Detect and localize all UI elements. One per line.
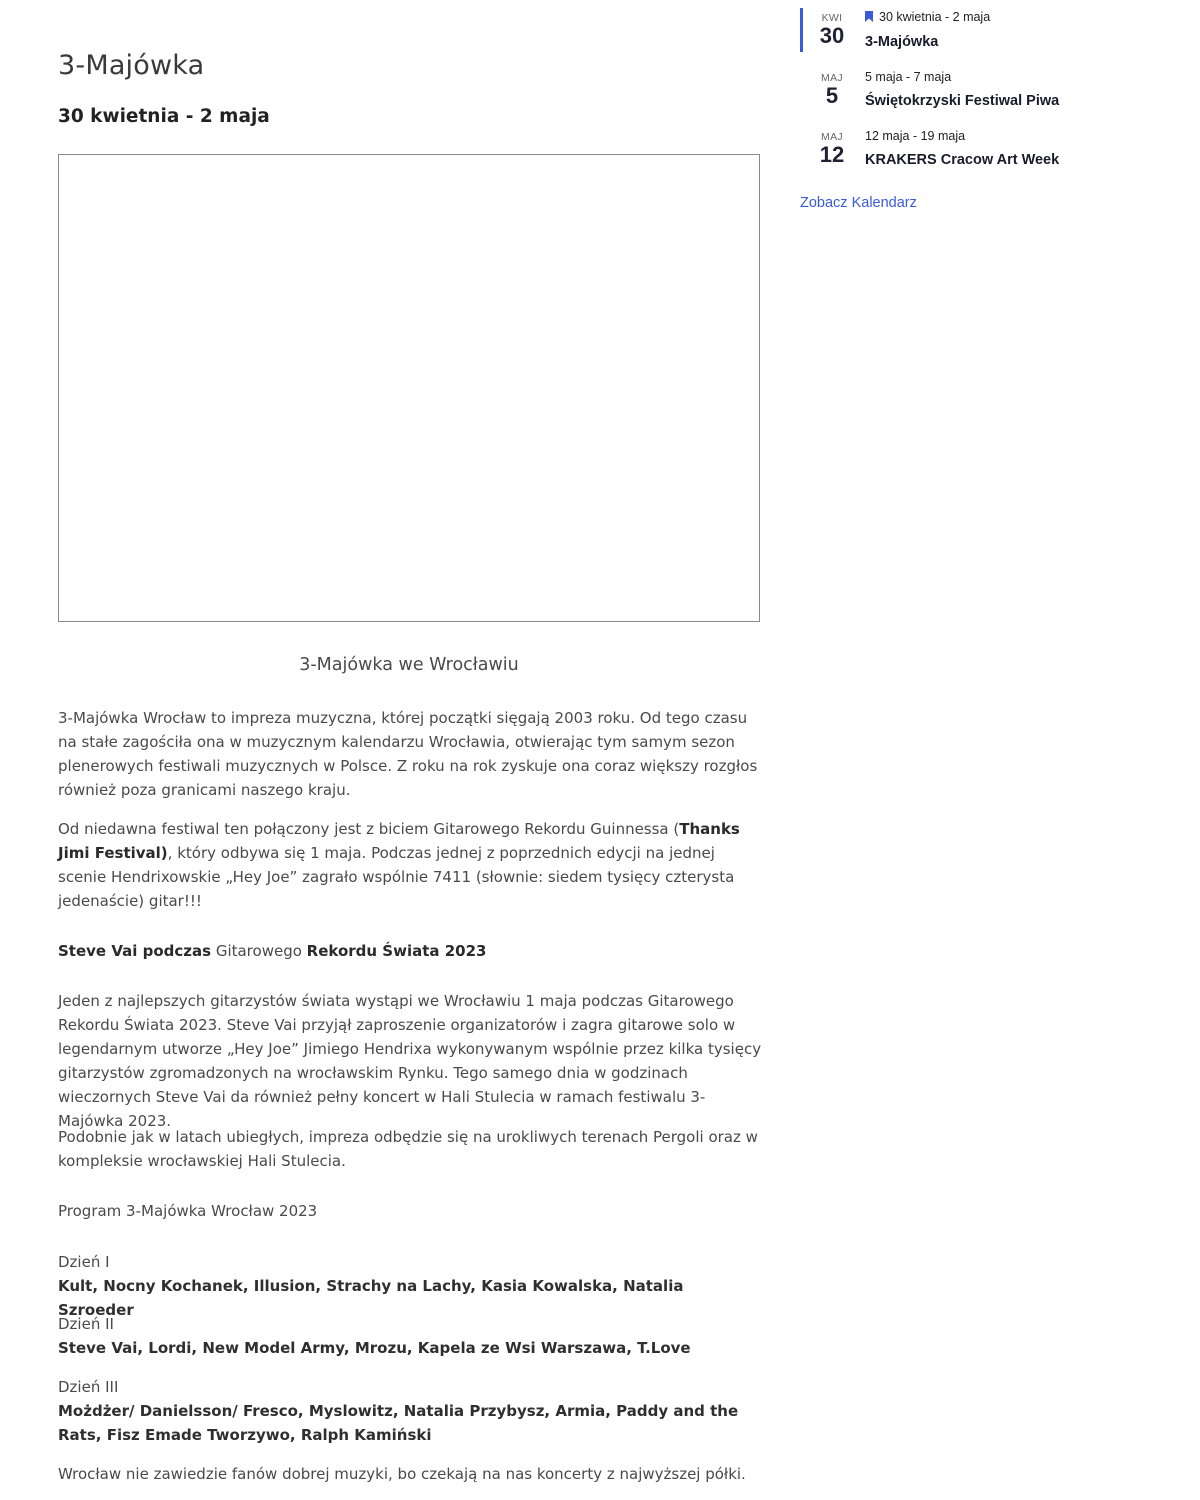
event-date	[812, 72, 852, 108]
embed-caption: 3-Majówka we Wrocławiu	[299, 655, 519, 675]
program-day-acts: Kult, Nocny Kochanek, Illusion, Strachy na Lachy, Kasia Kowalska, Natalia Szroeder	[58, 1277, 684, 1319]
paragraph-steve-vai: Jeden z najlepszych gitarzystów świata wystąpi we Wrocławiu 1 maja podczas Gitarowego Rekordu Świata 2023. Steve Vai przyjął zaproszenie organizatorów i zagra gitarowe solo w legendarnym utworze „Hey Joe” Jimiego Hendrixa wykonywanym wspólnie przez kilka tysięcy gitarzystów zgromadzonych na wrocławskim Rynku. Tego samego dnia w godzinach wieczornych Steve Vai da również pełny koncert w Hali Stulecia w ramach festiwalu 3-Majówka 2023.	[58, 992, 762, 1130]
program-day-label: Dzień I	[58, 1253, 110, 1271]
event-range: 5 maja - 7 maja	[865, 70, 952, 84]
event-date-range: 30 kwietnia - 2 maja	[58, 106, 270, 127]
event-item-swietokrzyski-festiwal-piwa[interactable]	[800, 60, 1170, 110]
upcoming-events-sidebar	[800, 0, 1180, 230]
see-calendar-link[interactable]: Zobacz Kalendarz	[800, 195, 917, 211]
paragraph-guinness-bold: Thanks Jimi Festival)	[58, 820, 740, 862]
video-embed-frame[interactable]	[58, 154, 760, 622]
event-name: KRAKERS Cracow Art Week	[865, 152, 1060, 168]
event-month: MAJ	[821, 131, 843, 143]
steve-vai-heading-bold-1: Steve Vai podczas	[58, 942, 212, 960]
program-title: Program 3-Majówka Wrocław 2023	[58, 1202, 318, 1220]
event-day: 30	[819, 23, 845, 48]
steve-vai-heading-bold-2: Rekordu Świata 2023	[306, 942, 487, 960]
steve-vai-heading-mid: Gitarowego	[211, 942, 307, 960]
bookmark-icon	[865, 11, 873, 22]
event-month: MAJ	[821, 72, 843, 84]
page-title: 3-Majówka	[58, 50, 205, 81]
event-item-3-majowka[interactable]	[800, 0, 1170, 50]
event-item-krakers-cracow-art-week[interactable]	[800, 119, 1170, 169]
event-month: KWI	[821, 12, 843, 24]
steve-vai-heading	[58, 939, 762, 963]
program-day-acts: Możdżer/ Danielsson/ Fresco, Myslowitz, Natalia Przybysz, Armia, Paddy and the Rats, Fisz Emade Tworzywo, Ralph Kamiński	[58, 1402, 739, 1444]
program-day-acts: Steve Vai, Lordi, New Model Army, Mrozu, Kapela ze Wsi Warszawa, T.Love	[58, 1339, 691, 1357]
paragraph-venue: Podobnie jak w latach ubiegłych, impreza odbędzie się na urokliwych terenach Pergoli oraz w kompleksie wrocławskiej Hali Stulecia.	[58, 1128, 758, 1170]
event-day: 5	[825, 83, 839, 108]
event-range-text: 30 kwietnia - 2 maja	[879, 10, 991, 24]
active-event-indicator	[800, 8, 803, 52]
program-day-label: Dzień III	[58, 1378, 119, 1396]
paragraph-intro: 3-Majówka Wrocław to impreza muzyczna, której początki sięgają 2003 roku. Od tego czasu na stałe zagościła ona w muzycznym kalendarzu Wrocławia, otwierając tym samym sezon plenerowych festiwali muzycznych w Polsce. Z roku na rok zyskuje ona coraz większy rozgłos również poza granicami naszego kraju.	[58, 709, 758, 799]
program-day-label: Dzień II	[58, 1315, 114, 1333]
event-name: 3-Majówka	[865, 34, 939, 50]
paragraph-guinness	[58, 817, 762, 913]
event-date	[812, 12, 852, 48]
event-day: 12	[819, 142, 845, 167]
event-date	[812, 131, 852, 167]
paragraph-closing: Wrocław nie zawiedzie fanów dobrej muzyki, bo czekają na nas koncerty z najwyższej półki.	[58, 1465, 746, 1483]
program-day-2	[58, 1312, 762, 1360]
event-range	[865, 10, 990, 24]
event-range: 12 maja - 19 maja	[865, 129, 966, 143]
program-day-3	[58, 1375, 762, 1447]
event-name: Świętokrzyski Festiwal Piwa	[865, 93, 1060, 109]
paragraph-guinness-text-b: , który odbywa się 1 maja. Podczas jednej z poprzednich edycji na jednej scenie Hendrixowskie „Hey Joe” zagrało wspólnie 7411 (słownie: siedem tysięcy czterysta jedenaście) gitar!!!	[58, 844, 735, 910]
paragraph-guinness-text-a: Od niedawna festiwal ten połączony jest z biciem Gitarowego Rekordu Guinnessa (	[58, 820, 680, 838]
